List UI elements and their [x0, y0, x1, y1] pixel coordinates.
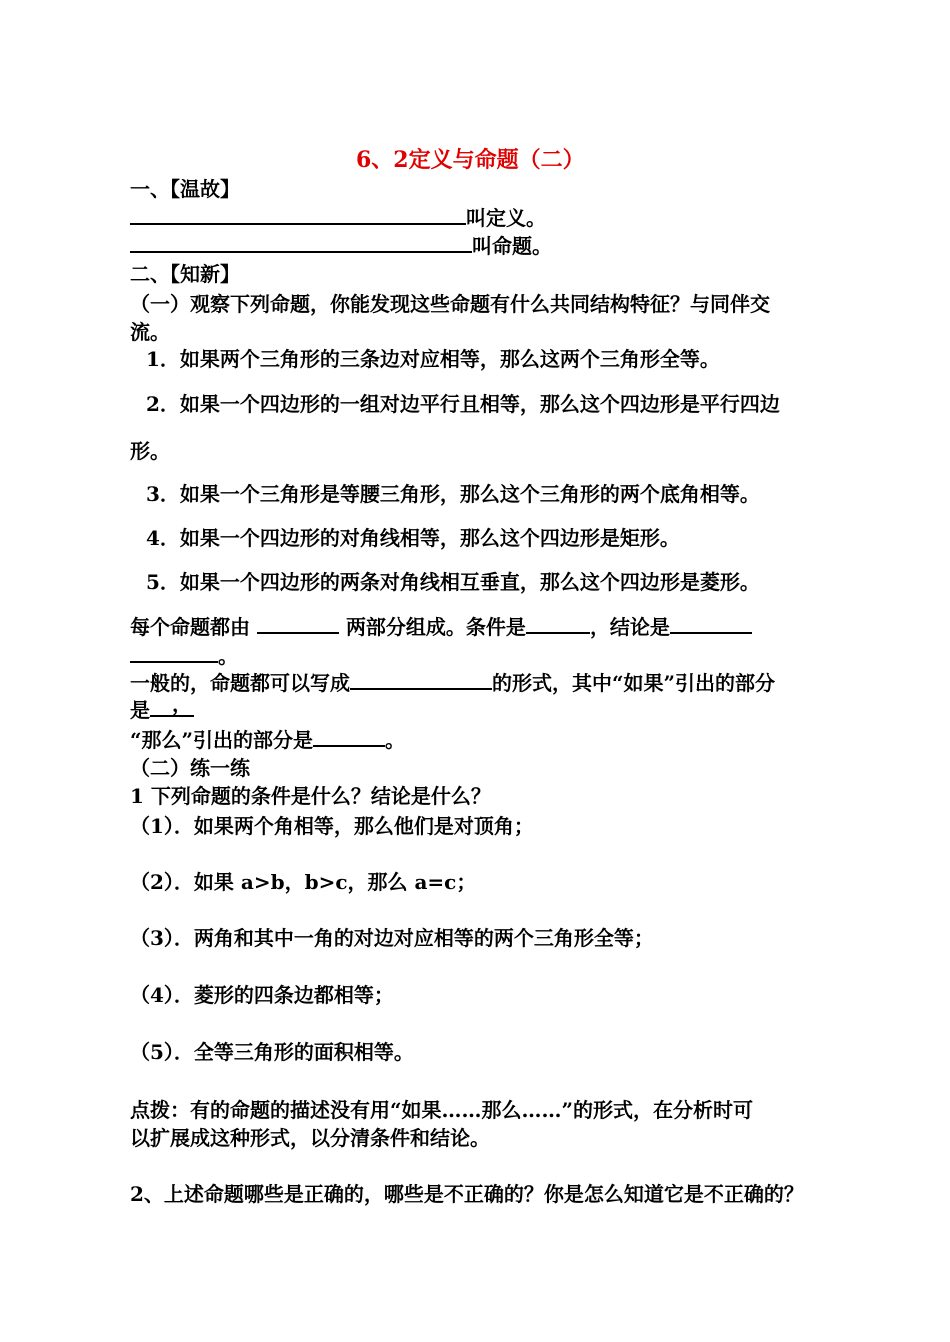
observe-text: （一）观察下列命题，你能发现这些命题有什么共同结构特征？与同伴交 — [130, 292, 770, 316]
review-proposition-line — [130, 233, 552, 259]
proposition-4: 4．如果一个四边形的对角线相等，那么这个四边形是矩形。 — [146, 526, 680, 550]
then-part-end: 。 — [385, 728, 406, 752]
structure-text-c: ，结论是 — [589, 615, 670, 639]
structure-end: 。 — [218, 644, 238, 668]
question-1-item-5: （5）．全等三角形的面积相等。 — [130, 1040, 414, 1064]
structure-line — [130, 614, 752, 640]
proposition-blank[interactable] — [130, 233, 472, 253]
section-new-heading: 二、【知新】 — [130, 262, 240, 286]
proposition-label: 叫命题。 — [472, 234, 552, 258]
question-1-item-4: （4）．菱形的四条边都相等； — [130, 983, 394, 1007]
question-1: 1 下列命题的条件是什么？结论是什么？ — [130, 784, 491, 808]
structure-text-b: 两部分组成。条件是 — [345, 615, 526, 639]
general-form-line — [130, 670, 775, 696]
then-part-blank[interactable] — [313, 727, 385, 747]
conclusion-blank[interactable] — [670, 614, 752, 634]
question-1-item-3: （3）．两角和其中一角的对边对应相等的两个三角形全等； — [130, 926, 654, 950]
hint-text: 点拨：有的命题的描述没有用“如果……那么……”的形式，在分析时可 — [130, 1098, 754, 1122]
proposition-2-cont: 形。 — [130, 439, 170, 463]
general-form-text-b: 的形式，其中“如果”引出的部分 — [492, 671, 776, 695]
if-part-blank[interactable] — [150, 692, 194, 717]
structure-line-cont — [130, 643, 238, 669]
question-1-item-2: （2）．如果 a>b，b>c，那么 a=c； — [130, 870, 477, 894]
hint-text-cont: 以扩展成这种形式，以分清条件和结论。 — [130, 1126, 490, 1150]
practice-heading: （二）练一练 — [130, 756, 250, 780]
parts-blank[interactable] — [257, 614, 339, 634]
general-form-line-cont — [130, 692, 194, 723]
review-definition-line — [130, 205, 546, 231]
form-blank[interactable] — [350, 670, 492, 690]
section-review-heading: 一、【温故】 — [130, 177, 240, 201]
question-1-item-1: （1）．如果两个角相等，那么他们是对顶角； — [130, 814, 534, 838]
proposition-2: 2．如果一个四边形的一组对边平行且相等，那么这个四边形是平行四边 — [146, 392, 780, 416]
definition-blank[interactable] — [130, 205, 466, 225]
definition-label: 叫定义。 — [466, 206, 546, 230]
page-title: 6、2定义与命题（二） — [356, 147, 585, 173]
proposition-3: 3．如果一个三角形是等腰三角形，那么这个三角形的两个底角相等。 — [146, 482, 760, 506]
if-part-comma: ， — [172, 692, 192, 716]
observe-text-cont: 流。 — [130, 320, 170, 344]
condition-blank[interactable] — [526, 614, 590, 634]
general-form-text-c: 是 — [130, 698, 150, 722]
proposition-1: 1．如果两个三角形的三条边对应相等，那么这两个三角形全等。 — [146, 347, 720, 371]
then-part-line — [130, 727, 405, 753]
question-2: 2、上述命题哪些是正确的，哪些是不正确的？你是怎么知道它是不正确的？ — [130, 1182, 804, 1206]
proposition-5: 5．如果一个四边形的两条对角线相互垂直，那么这个四边形是菱形。 — [146, 570, 760, 594]
conclusion-blank-cont[interactable] — [130, 643, 218, 663]
general-form-text-a: 一般的，命题都可以写成 — [130, 671, 350, 695]
then-part-text: “那么”引出的部分是 — [130, 728, 314, 752]
structure-text-a: 每个命题都由 — [130, 615, 250, 639]
